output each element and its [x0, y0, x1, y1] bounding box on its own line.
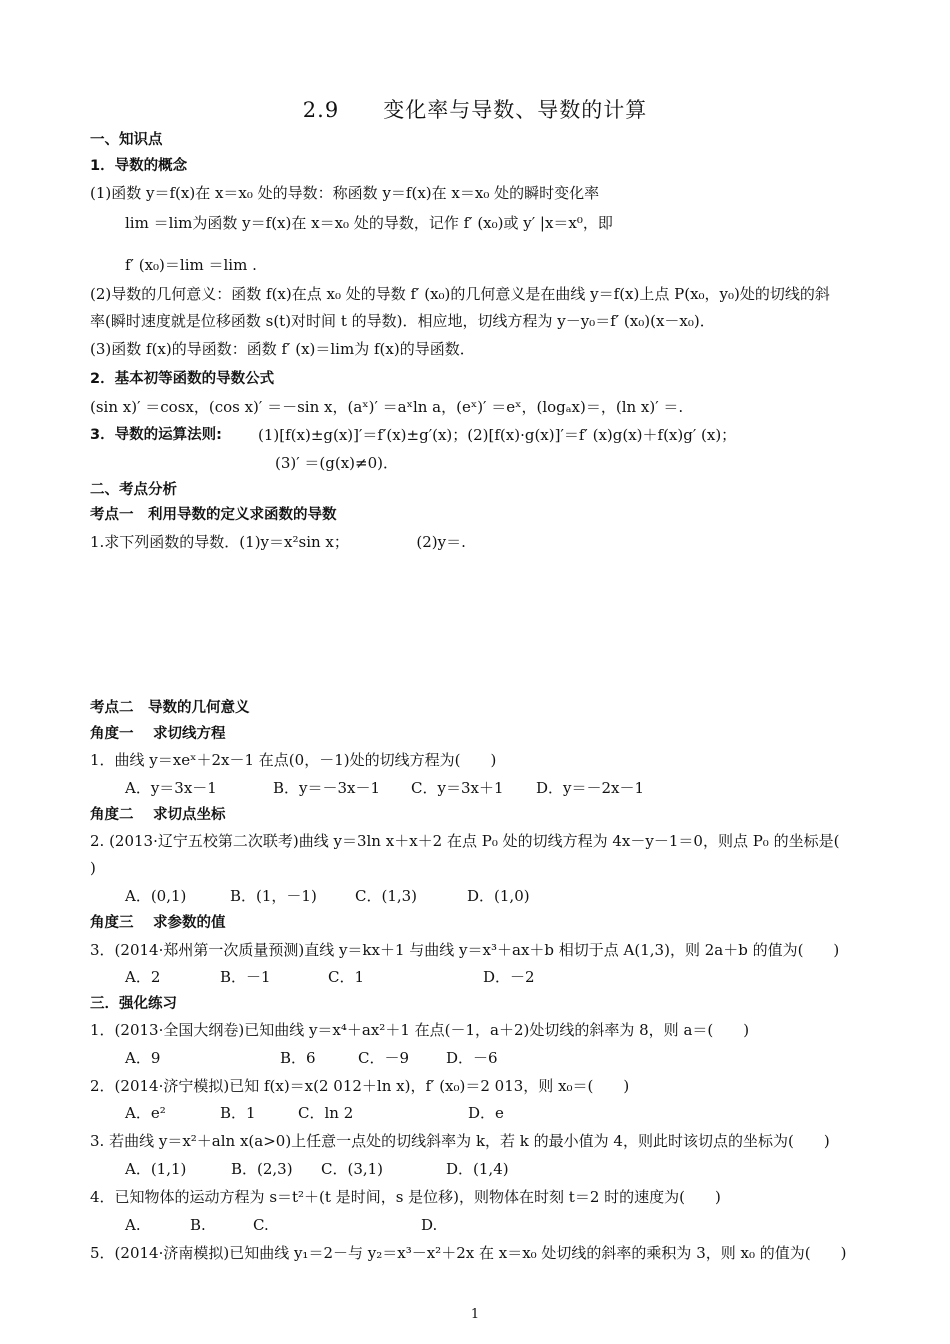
- practice-1-question: 1．(2013·全国大纲卷)已知曲线 y＝x⁴＋ax²＋1 在点(－1，a＋2)处切线的斜率为 8，则 a＝( ): [90, 1021, 750, 1039]
- angle-3-options: [125, 967, 535, 987]
- option-c: C．－9: [358, 1049, 410, 1067]
- definition-line-1: (1)函数 y＝f(x)在 x＝x₀ 处的导数：称函数 y＝f(x)在 x＝x₀ 处的瞬时变化率: [90, 184, 600, 202]
- geometric-meaning-line-2: 率(瞬时速度就是位移函数 s(t)对时间 t 的导数)．相应地，切线方程为 y－y₀＝f′ (x₀)(x－x₀)．: [90, 312, 715, 330]
- option-c: C．(1,3): [355, 887, 418, 905]
- practice-5-question: 5．(2014·济南模拟)已知曲线 y₁＝2－与 y₂＝x³－x²＋2x 在 x＝x₀ 处切线的斜率的乘积为 3，则 x₀ 的值为( ): [90, 1244, 847, 1262]
- option-b: B．－1: [220, 968, 271, 986]
- heading-angle-3: 角度三 求参数的值: [90, 915, 226, 931]
- option-b: B．(2,3): [231, 1160, 293, 1178]
- angle-1-options: [125, 778, 644, 798]
- practice-2-question: 2．(2014·济宁模拟)已知 f(x)＝x(2 012＋ln x)，f′ (x₀)＝2 013，则 x₀＝( ): [90, 1077, 630, 1095]
- heading-angle-1: 角度一 求切线方程: [90, 726, 226, 742]
- page-title: 2.9 变化率与导数、导数的计算: [302, 98, 648, 122]
- option-d: D．(1,0): [467, 887, 530, 905]
- definition-line-3: f′ (x₀)＝lim ＝lim .: [125, 256, 257, 274]
- option-c: C．ln 2: [298, 1104, 354, 1122]
- option-a: A．2: [125, 968, 161, 986]
- definition-line-2: lim ＝lim为函数 y＝f(x)在 x＝x₀ 处的导数，记作 f′ (x₀)或 y′ |x＝x⁰，即: [125, 214, 613, 232]
- heading-basic-formulas: 2．基本初等函数的导数公式: [90, 371, 275, 387]
- section-knowledge: 一、知识点: [90, 132, 163, 148]
- option-d: D．－6: [446, 1049, 498, 1067]
- heading-topic-1: 考点一 利用导数的定义求函数的导数: [90, 507, 337, 523]
- heading-derivative-concept: 1．导数的概念: [90, 158, 188, 174]
- option-a: A．9: [125, 1049, 161, 1067]
- topic-1-question: 1.求下列函数的导数．(1)y＝x²sin x； (2)y＝.: [90, 533, 466, 551]
- option-b: B．6: [280, 1049, 316, 1067]
- heading-angle-2: 角度二 求切点坐标: [90, 807, 226, 823]
- option-d: D．e: [468, 1104, 504, 1122]
- practice-4-options: [125, 1215, 437, 1235]
- basic-formulas-line: (sin x)′ ＝cosx，(cos x)′ ＝－sin x，(aˣ)′ ＝aˣln a，(eˣ)′ ＝eˣ，(logₐx)＝，(ln x)′ ＝.: [90, 398, 684, 416]
- section-practice: 三．强化练习: [90, 996, 177, 1012]
- option-a: A．e²: [125, 1104, 166, 1122]
- section-analysis: 二、考点分析: [90, 482, 177, 498]
- option-b: B．y＝－3x－1: [273, 779, 381, 797]
- option-d: D．－2: [483, 968, 535, 986]
- practice-3-options: [125, 1159, 509, 1179]
- angle-3-question: 3．(2014·郑州第一次质量预测)直线 y＝kx＋1 与曲线 y＝x³＋ax＋b 相切于点 A(1,3)，则 2a＋b 的值为( ): [90, 941, 840, 959]
- practice-1-options: [125, 1048, 498, 1068]
- operation-rules-line-2: (3)′ ＝(g(x)≠0)．: [275, 454, 399, 472]
- heading-topic-2: 考点二 导数的几何意义: [90, 700, 250, 716]
- option-d: D.: [421, 1216, 438, 1234]
- option-a: A．(1,1): [125, 1160, 187, 1178]
- option-b: B．1: [220, 1104, 256, 1122]
- angle-2-options: [125, 886, 530, 906]
- option-b: B．(1，－1): [230, 887, 317, 905]
- option-a: A.: [125, 1216, 141, 1234]
- option-d: D．y＝－2x－1: [536, 779, 645, 797]
- option-d: D．(1,4): [446, 1160, 509, 1178]
- geometric-meaning-line-1: (2)导数的几何意义：函数 f(x)在点 x₀ 处的导数 f′ (x₀)的几何意义是在曲线 y＝f(x)上点 P(x₀，y₀)处的切线的斜: [90, 285, 830, 303]
- option-c: C．y＝3x＋1: [411, 779, 504, 797]
- option-a: A．(0,1): [125, 887, 187, 905]
- derived-function-line: (3)函数 f(x)的导函数：函数 f′ (x)＝lim为 f(x)的导函数．: [90, 340, 475, 358]
- practice-4-question: 4．已知物体的运动方程为 s＝t²＋(t 是时间，s 是位移)，则物体在时刻 t＝2 时的速度为( ): [90, 1188, 721, 1206]
- option-c: C．1: [328, 968, 365, 986]
- angle-2-question-end: ): [90, 859, 96, 877]
- option-a: A．y＝3x－1: [125, 779, 217, 797]
- angle-1-question: 1．曲线 y＝xeˣ＋2x－1 在点(0，－1)处的切线方程为( ): [90, 751, 497, 769]
- operation-rules-line-1: (1)[f(x)±g(x)]′＝f′(x)±g′(x)；(2)[f(x)·g(x)]′＝f′ (x)g(x)＋f(x)g′ (x)；: [258, 426, 737, 444]
- option-c: C．(3,1): [321, 1160, 384, 1178]
- option-b: B.: [190, 1216, 206, 1234]
- option-c: C.: [253, 1216, 269, 1234]
- practice-2-options: [125, 1103, 504, 1123]
- page-number: 1: [470, 1307, 480, 1322]
- practice-3-question: 3. 若曲线 y＝x²＋aln x(a>0)上任意一点处的切线斜率为 k，若 k 的最小值为 4，则此时该切点的坐标为( ): [90, 1132, 830, 1150]
- angle-2-question: 2. (2013·辽宁五校第二次联考)曲线 y＝3ln x＋x＋2 在点 P₀ 处的切线方程为 4x－y－1＝0，则点 P₀ 的坐标是(: [90, 832, 840, 850]
- heading-operation-rules: 3．导数的运算法则:: [90, 427, 222, 443]
